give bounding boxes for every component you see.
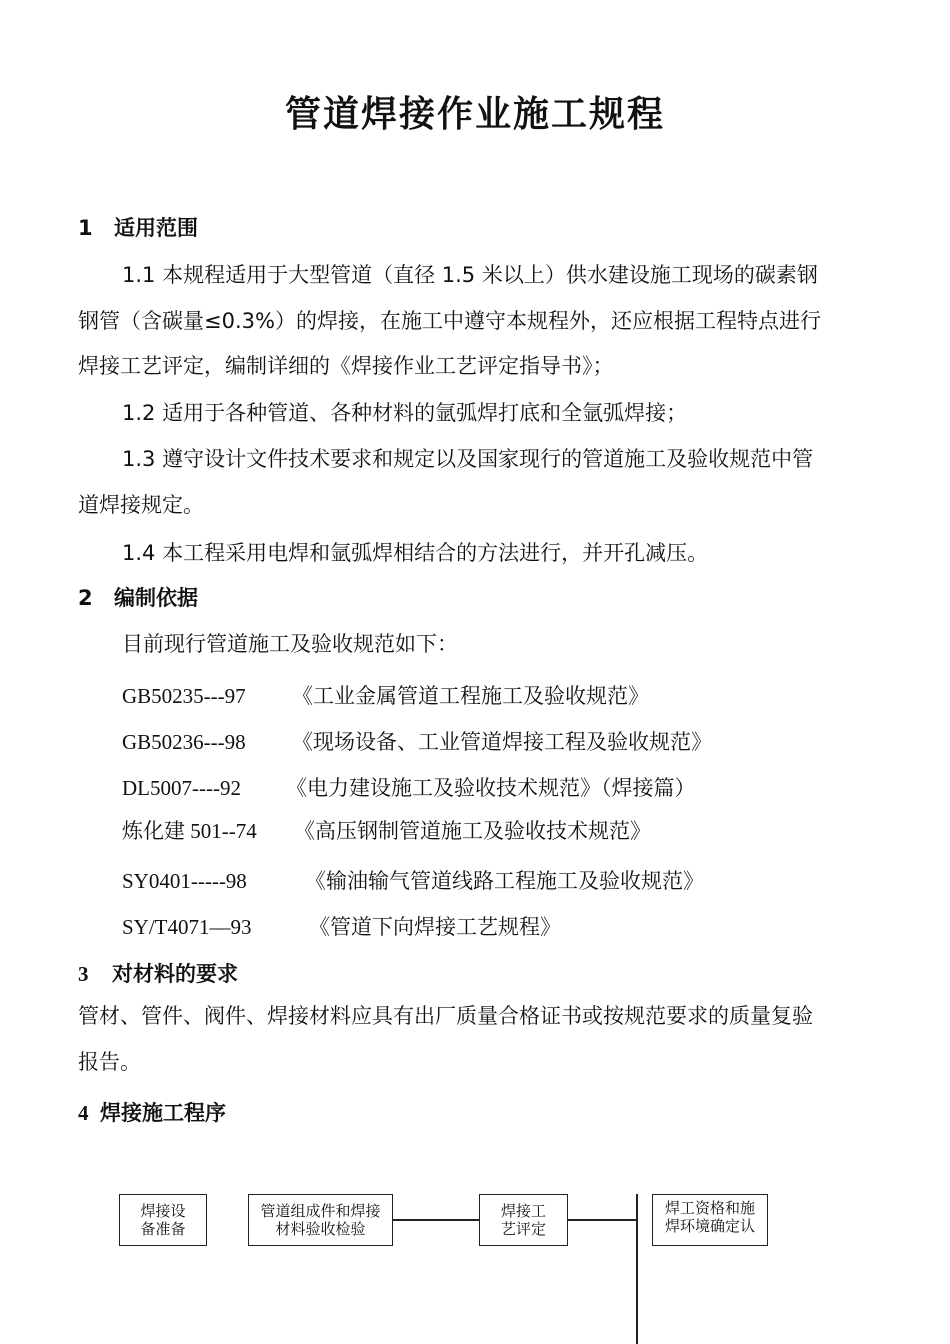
- standard-name: 《电力建设施工及验收技术规范》（焊接篇）: [286, 776, 696, 800]
- standard-code: GB50236---98: [122, 730, 246, 754]
- standard-row: [122, 680, 649, 710]
- flow-box-equipment-prep: 焊接设备准备: [119, 1194, 207, 1246]
- standard-code: DL5007----92: [122, 776, 241, 800]
- paragraph-1-1-line-2: 钢管（含碳量≤0.3%）的焊接，在施工中遵守本规程外，还应根据工程特点进行: [78, 309, 821, 333]
- standard-name: 《高压钢制管道施工及验收技术规范》: [294, 819, 651, 843]
- standard-code: 炼化建 501--74: [122, 819, 257, 843]
- section-heading-1: 1 适用范围: [78, 216, 198, 240]
- standard-name: 《现场设备、工业管道焊接工程及验收规范》: [292, 730, 712, 754]
- standard-code: SY/T4071—93: [122, 915, 252, 939]
- paragraph-1-1-line-3: 焊接工艺评定，编制详细的《焊接作业工艺评定指导书》；: [78, 354, 614, 378]
- standard-code: SY0401-----98: [122, 869, 247, 893]
- standards-intro: 目前现行管道施工及验收规范如下：: [122, 632, 458, 656]
- paragraph-3-line-2: 报告。: [78, 1050, 141, 1074]
- paragraph-3-line-1: 管材、管件、阀件、焊接材料应具有出厂质量合格证书或按规范要求的质量复验: [78, 1004, 813, 1028]
- flow-box-process-qualification: 焊接工艺评定: [479, 1194, 568, 1246]
- paragraph-1-3-line-1: 1.3 遵守设计文件技术要求和规定以及国家现行的管道施工及验收规范中管: [122, 447, 814, 471]
- standard-code: GB50235---97: [122, 684, 246, 708]
- standard-row: [122, 772, 696, 802]
- section-heading-4: 4 焊接施工程序: [78, 1101, 226, 1125]
- section-heading-3: 3 对材料的要求: [78, 962, 238, 986]
- section-heading-2: 2 编制依据: [78, 586, 198, 610]
- flow-connector: [568, 1219, 636, 1221]
- flow-box-material-inspection: 管道组成件和焊接材料验收检验: [248, 1194, 393, 1246]
- standard-name: 《输油输气管道线路工程施工及验收规范》: [305, 869, 704, 893]
- paragraph-1-4: 1.4 本工程采用电焊和氩弧焊相结合的方法进行，并开孔减压。: [122, 541, 709, 565]
- standard-name: 《管道下向焊接工艺规程》: [309, 915, 561, 939]
- standard-row: [122, 815, 651, 845]
- page-title: 管道焊接作业施工规程: [284, 94, 665, 135]
- standard-row: [122, 865, 704, 895]
- paragraph-1-1-line-1: 1.1 本规程适用于大型管道（直径 1.5 米以上）供水建设施工现场的碳素钢: [122, 263, 818, 287]
- flow-connector: [393, 1219, 479, 1221]
- standard-row: [122, 726, 712, 756]
- flow-box-welder-qualification: 焊工资格和施焊环境确定认: [652, 1194, 768, 1246]
- flow-vertical-connector: [636, 1194, 638, 1344]
- standard-row: [122, 911, 561, 941]
- paragraph-1-2: 1.2 适用于各种管道、各种材料的氩弧焊打底和全氩弧焊接；: [122, 401, 688, 425]
- paragraph-1-3-line-2: 道焊接规定。: [78, 493, 204, 517]
- standard-name: 《工业金属管道工程施工及验收规范》: [292, 684, 649, 708]
